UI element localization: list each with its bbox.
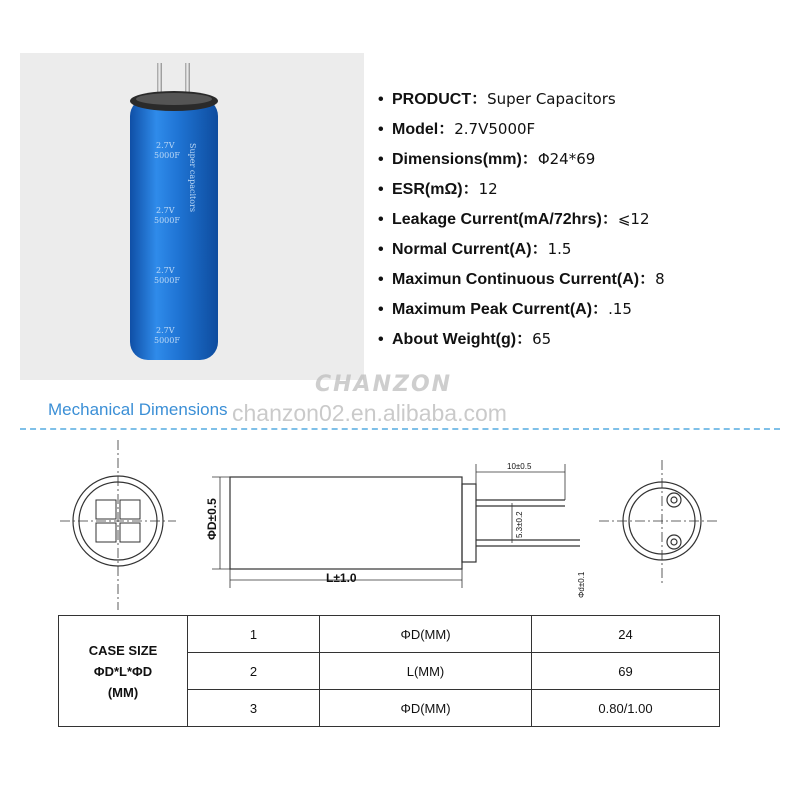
spec-value: .15 — [608, 300, 632, 318]
spec-item — [378, 298, 788, 328]
watermark-url: chanzon02.en.alibaba.com — [232, 400, 507, 426]
spec-value: 1.5 — [547, 240, 572, 258]
bullet-icon: • — [378, 121, 384, 138]
row-index: 1 — [188, 616, 320, 653]
bullet-icon: • — [378, 91, 384, 108]
spec-value: Φ24*69 — [537, 150, 596, 168]
bullet-icon: • — [378, 151, 384, 168]
spec-value: 2.7V5000F — [454, 120, 536, 138]
case-size-table — [58, 615, 720, 727]
spec-value: 8 — [655, 270, 665, 288]
spec-label: Normal Current(A)： — [392, 241, 548, 258]
row-value: 0.80/1.00 — [532, 690, 720, 727]
row-param: ΦD(MM) — [320, 616, 532, 653]
spec-item — [378, 178, 788, 208]
svg-text:Super capacitors: Super capacitors — [188, 143, 197, 212]
spec-label: PRODUCT： — [392, 91, 488, 108]
row-param: ΦD(MM) — [320, 690, 532, 727]
spec-value: 65 — [532, 330, 552, 348]
svg-text:5000F: 5000F — [154, 216, 180, 225]
svg-text:5000F: 5000F — [154, 336, 180, 345]
spec-item — [378, 148, 788, 178]
length-label: L±1.0 — [326, 571, 357, 585]
svg-text:2.7V: 2.7V — [156, 326, 175, 335]
bullet-icon: • — [378, 241, 384, 258]
row-index: 2 — [188, 653, 320, 690]
row-index: 3 — [188, 690, 320, 727]
lead-spacing-label: 5.3±0.2 — [515, 511, 524, 538]
watermark-logo: CHANZON — [315, 372, 453, 397]
dashed-divider — [20, 428, 780, 430]
mechanical-drawing — [0, 440, 800, 610]
product-photo — [20, 53, 364, 380]
svg-text:5000F: 5000F — [154, 151, 180, 160]
spec-item — [378, 88, 788, 118]
spec-list — [378, 88, 788, 358]
spec-item — [378, 118, 788, 148]
svg-text:2.7V: 2.7V — [156, 141, 175, 150]
end-view-top — [60, 440, 176, 610]
bullet-icon: • — [378, 331, 384, 348]
section-title: Mechanical Dimensions — [48, 400, 228, 419]
table-row — [59, 616, 720, 653]
bullet-icon: • — [378, 301, 384, 318]
case-size-header: CASE SIZE ΦD*L*ΦD (MM) — [59, 616, 188, 727]
spec-label: Maximum Peak Current(A)： — [392, 301, 609, 318]
spec-label: Dimensions(mm)： — [392, 151, 538, 168]
spec-item — [378, 328, 788, 358]
row-value: 69 — [532, 653, 720, 690]
spec-value: 12 — [478, 180, 498, 198]
bullet-icon: • — [378, 211, 384, 228]
svg-text:5000F: 5000F — [154, 276, 180, 285]
spec-label: About Weight(g)： — [392, 331, 533, 348]
spec-label: Leakage Current(mA/72hrs)： — [392, 211, 618, 228]
bullet-icon: • — [378, 271, 384, 288]
lead-length-label: 10±0.5 — [507, 462, 532, 471]
spec-value: ⩽12 — [617, 210, 650, 228]
row-param: L(MM) — [320, 653, 532, 690]
bullet-icon: • — [378, 181, 384, 198]
spec-item — [378, 238, 788, 268]
capacitor-illustration — [20, 53, 364, 380]
lead-diameter-label: Φd±0.1 — [577, 571, 586, 598]
capacitor-body — [130, 98, 218, 360]
row-value: 24 — [532, 616, 720, 653]
spec-value: Super Capacitors — [487, 90, 616, 108]
diameter-label: ΦD±0.5 — [205, 498, 219, 540]
spec-item — [378, 268, 788, 298]
spec-label: Model： — [392, 121, 455, 138]
spec-item — [378, 208, 788, 238]
spec-label: ESR(mΩ)： — [392, 181, 479, 198]
side-view — [212, 464, 580, 588]
spec-label: Maximun Continuous Current(A)： — [392, 271, 656, 288]
svg-text:2.7V: 2.7V — [156, 206, 175, 215]
end-view-bottom — [599, 460, 720, 585]
svg-text:2.7V: 2.7V — [156, 266, 175, 275]
